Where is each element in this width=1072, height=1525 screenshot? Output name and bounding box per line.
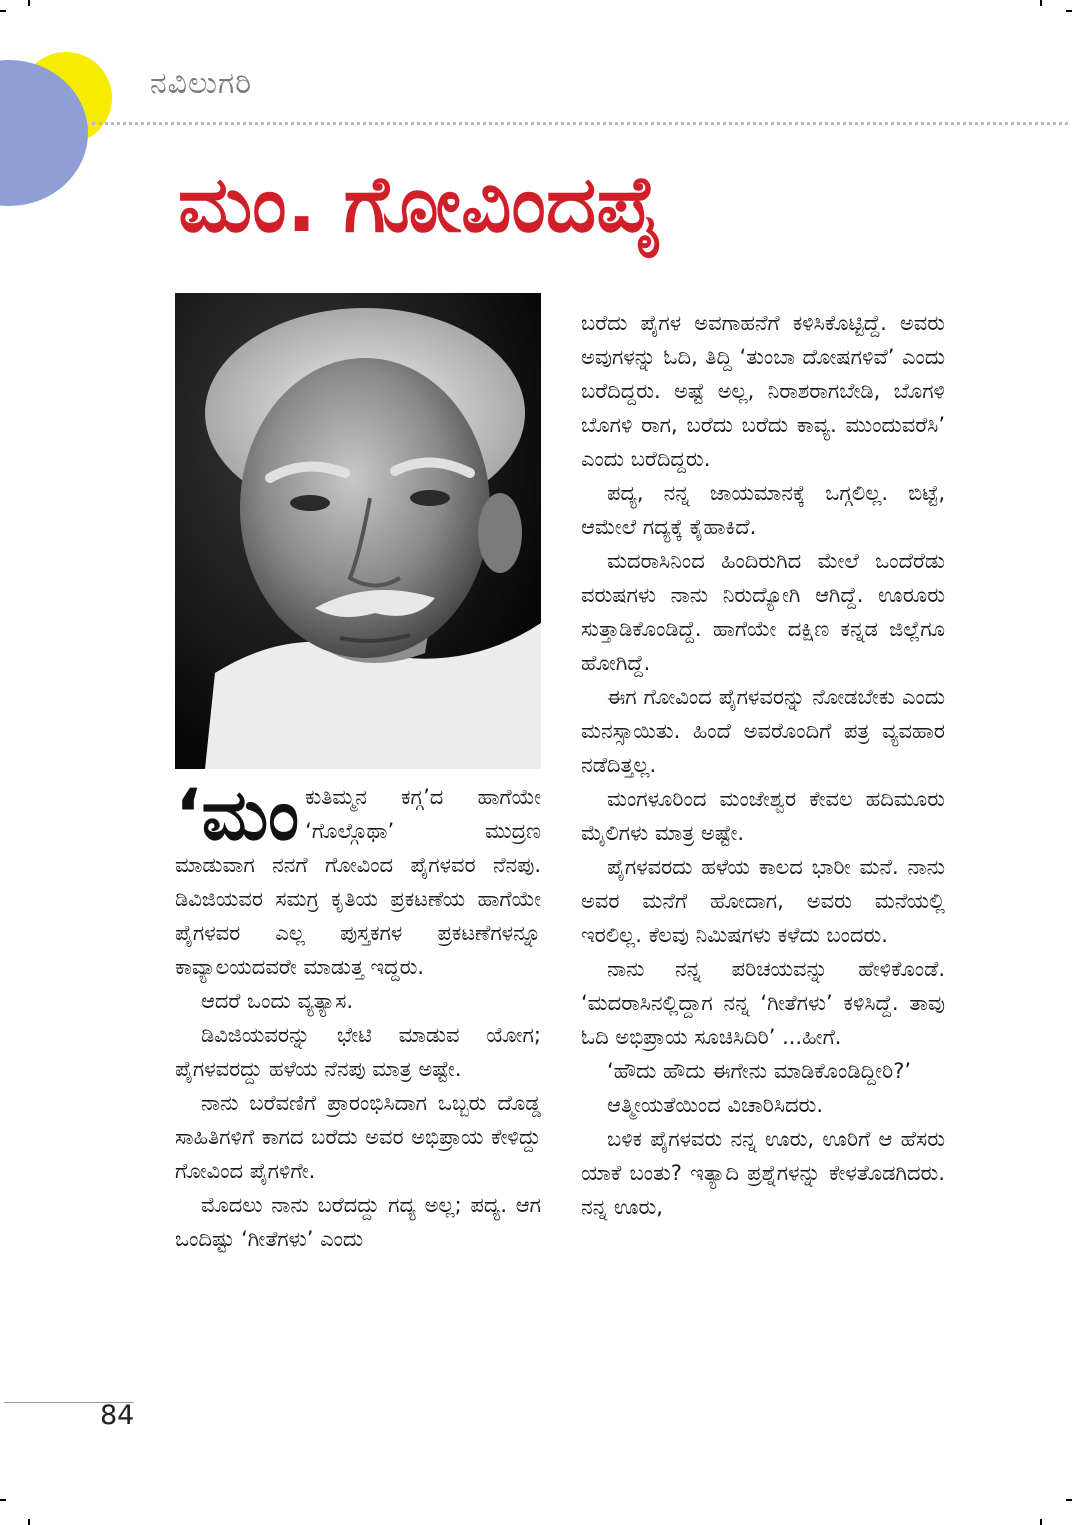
crop-mark [1066, 10, 1072, 12]
paragraph: ಡಿವಿಜಿಯವರನ್ನು ಭೇಟಿ ಮಾಡುವ ಯೋಗ; ಪೈಗಳವರದ್ದು ಹಳೆಯ ನೆನಪು ಮಾತ್ರ ಅಷ್ಟೇ. [175, 1023, 541, 1081]
paragraph: ಮಂಗಳೂರಿಂದ ಮಂಜೇಶ್ವರ ಕೇವಲ ಹದಿಮೂರು ಮೈಲಿಗಳು ಮಾತ್ರ ಅಷ್ಟೇ. [581, 787, 945, 845]
paragraph: ಆದರೆ ಒಂದು ವ್ಯತ್ಯಾಸ. [201, 989, 354, 1013]
paragraph: ಈಗ ಗೋವಿಂದ ಪೈಗಳವರನ್ನು ನೋಡಬೇಕು ಎಂದು ಮನಸ್ಸಾಯಿತು. ಹಿಂದೆ ಅವರೊಂದಿಗೆ ಪತ್ರ ವ್ಯವಹಾರ ನಡೆದಿತ್ತಲ್ಲ. [581, 685, 945, 777]
paragraph: ನಾನು ಬರೆವಣಿಗೆ ಪ್ರಾರಂಭಿಸಿದಾಗ ಒಬ್ಬರು ದೊಡ್ಡ ಸಾಹಿತಿಗಳಿಗೆ ಕಾಗದ ಬರೆದು ಅವರ ಅಭಿಪ್ರಾಯ ಕೇಳಿದ್ದು ಗೋವಿಂದ ಪೈಗಳಿಗೇ. [175, 1091, 541, 1183]
paragraph-text: ಕುತಿಮ್ಮನ ಕಗ್ಗ’ದ ಹಾಗೆಯೇ ‘ಗೊಲ್ಗೊಥಾ’ ಮುದ್ರಣ ಮಾಡುವಾಗ ನನಗೆ ಗೋವಿಂದ ಪೈಗಳವರ ನೆನಪು. ಡಿವಿಜಿಯವರ ಸಮಗ್ರ ಕೃತಿಯ ಪ್ರಕಟಣೆಯ ಹಾಗೆಯೇ ಪೈಗಳವರ ಎಲ್ಲ ಪುಸ್ತಕಗಳ ಪ್ರಕಟಣೆಗಳನ್ನೂ ಕಾವ್ಯಾಲಯದವರೇ ಮಾಡುತ್ತ ಇದ್ದರು. [175, 785, 541, 979]
page-number: 84 [100, 1400, 135, 1431]
crop-mark [1040, 0, 1042, 6]
crop-mark [1040, 1519, 1042, 1525]
crop-mark [1066, 1499, 1072, 1501]
portrait-photo-icon [175, 293, 541, 769]
crop-mark [0, 10, 6, 12]
paragraph: ಬರೆದು ಪೈಗಳ ಅವಗಾಹನೆಗೆ ಕಳಿಸಿಕೊಟ್ಟಿದ್ದೆ. ಅವರು ಅವುಗಳನ್ನು ಓದಿ, ತಿದ್ದಿ ‘ತುಂಬಾ ದೋಷಗಳಿವೆ’ ಎಂದು ಬರೆದಿದ್ದರು. ಅಷ್ಟೆ ಅಲ್ಲ, ನಿರಾಶರಾಗಬೇಡಿ, ಬೊಗಳಿ ಬೊಗಳಿ ರಾಗ, ಬರೆದು ಬರೆದು ಕಾವ್ಯ. ಮುಂದುವರೆಸಿ’ ಎಂದು ಬರೆದಿದ್ದರು. [581, 311, 945, 471]
crop-mark [28, 1519, 30, 1525]
paragraph: ನಾನು ನನ್ನ ಪರಿಚಯವನ್ನು ಹೇಳಿಕೊಂಡೆ. ‘ಮದರಾಸಿನಲ್ಲಿದ್ದಾಗ ನನ್ನ ‘ಗೀತೆಗಳು’ ಕಳಿಸಿದ್ದೆ. ತಾವು ಓದಿ ಅಭಿಪ್ರಾಯ ಸೂಚಿಸಿದಿರಿ’ ...ಹೀಗೆ. [581, 957, 945, 1049]
paragraph: ‘ಹೌದು ಹೌದು ಈಗೇನು ಮಾಡಿಕೊಂಡಿದ್ದೀರಿ?’ [607, 1059, 912, 1083]
article-title: ಮಂ. ಗೋವಿಂದಪೈ [178, 160, 663, 250]
drop-cap: ‘ಮಂ [175, 774, 300, 856]
crop-mark [0, 1499, 6, 1501]
article-column-left [175, 774, 541, 1256]
article-column-right [581, 306, 945, 1224]
paragraph: ಮೊದಲು ನಾನು ಬರೆದದ್ದು ಗದ್ಯ ಅಲ್ಲ; ಪದ್ಯ. ಆಗ ಒಂದಿಷ್ಟು ‘ಗೀತೆಗಳು’ ಎಂದು [175, 1193, 541, 1251]
dotted-divider [92, 122, 1068, 125]
paragraph: ಬಳಿಕ ಪೈಗಳವರು ನನ್ನ ಊರು, ಊರಿಗೆ ಆ ಹೆಸರು ಯಾಕೆ ಬಂತು? ಇತ್ಯಾದಿ ಪ್ರಶ್ನೆಗಳನ್ನು ಕೇಳತೊಡಗಿದರು. ನನ್ನ ಊರು, [581, 1127, 945, 1219]
section-title: ನವಿಲುಗರಿ [150, 66, 253, 101]
paragraph: ಪೈಗಳವರದು ಹಳೆಯ ಕಾಲದ ಭಾರೀ ಮನೆ. ನಾನು ಅವರ ಮನೆಗೆ ಹೋದಾಗ, ಅವರು ಮನೆಯಲ್ಲಿ ಇರಲಿಲ್ಲ. ಕೆಲವು ನಿಮಿಷಗಳು ಕಳೆದು ಬಂದರು. [581, 855, 945, 947]
paragraph: ಪದ್ಯ, ನನ್ನ ಜಾಯಮಾನಕ್ಕೆ ಒಗ್ಗಲಿಲ್ಲ. ಬಿಟ್ಟೆ, ಆಮೇಲೆ ಗದ್ಯಕ್ಕೆ ಕೈಹಾಕಿದೆ. [581, 481, 945, 539]
paragraph [175, 774, 541, 984]
paragraph: ಮದರಾಸಿನಿಂದ ಹಿಂದಿರುಗಿದ ಮೇಲೆ ಒಂದೆರೆಡು ವರುಷಗಳು ನಾನು ನಿರುದ್ಯೋಗಿ ಆಗಿದ್ದೆ. ಊರೂರು ಸುತ್ತಾಡಿಕೊಂಡಿದ್ದೆ. ಹಾಗೆಯೇ ದಕ್ಷಿಣ ಕನ್ನಡ ಜಿಲ್ಲೆಗೂ ಹೋಗಿದ್ದೆ. [581, 549, 945, 675]
paragraph: ಆತ್ಮೀಯತೆಯಿಂದ ವಿಚಾರಿಸಿದರು. [607, 1093, 824, 1117]
portrait-photo [175, 293, 541, 769]
crop-mark [28, 0, 30, 6]
